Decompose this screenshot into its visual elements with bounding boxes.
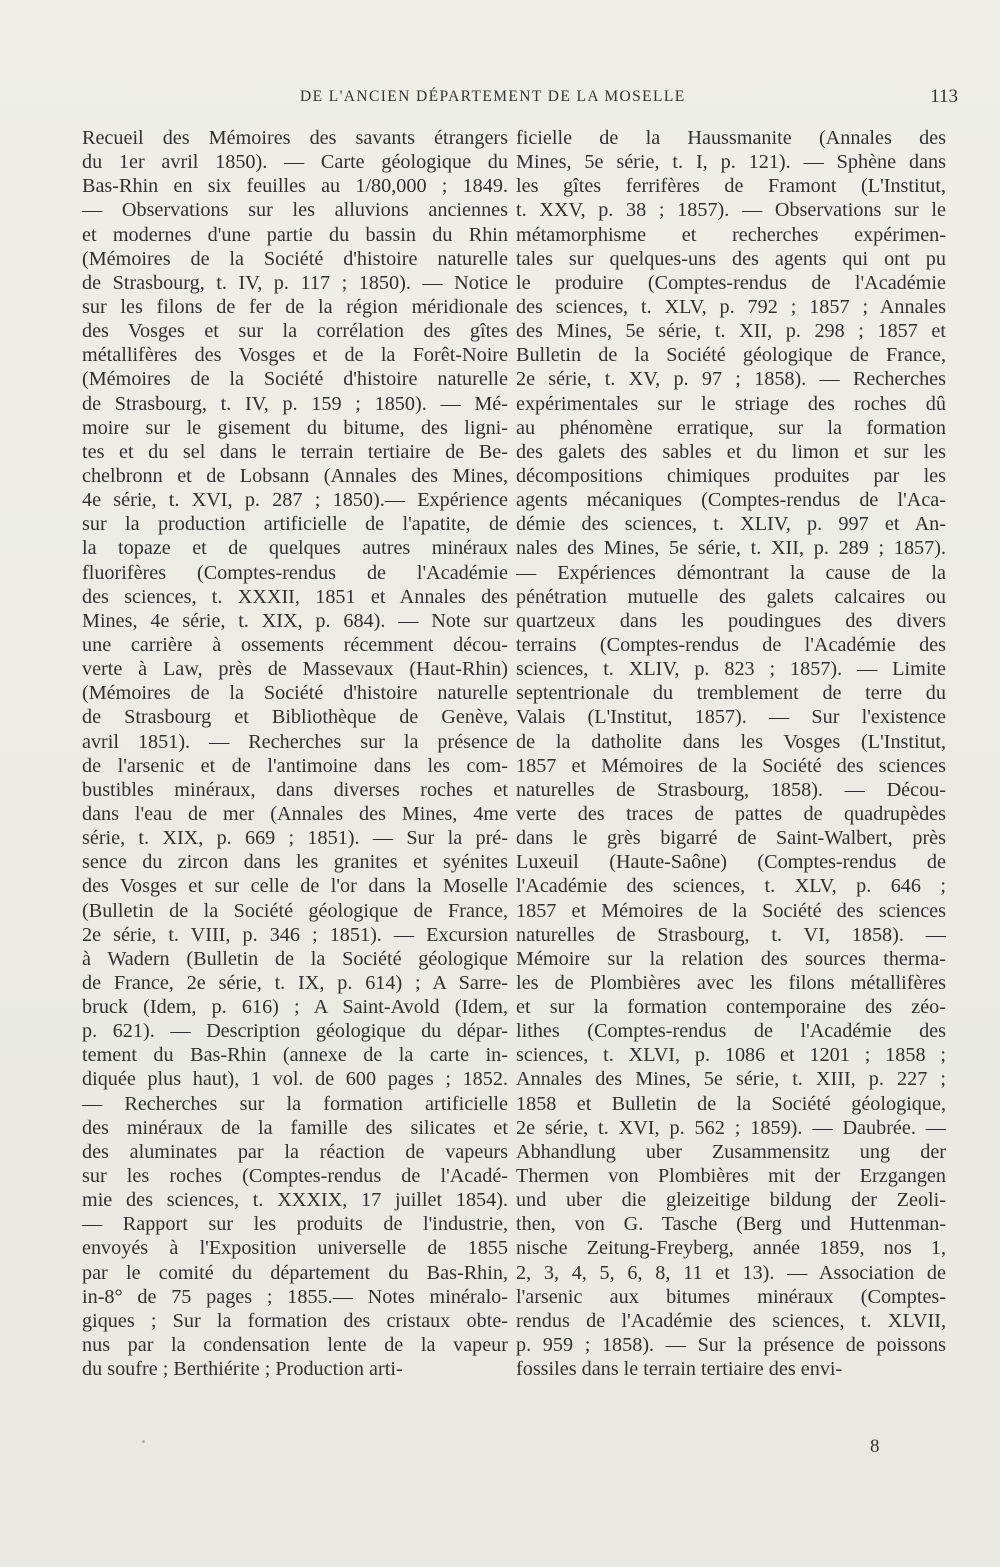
text-line: tement du Bas-Rhin (annexe de la carte in- <box>82 1044 508 1067</box>
text-line: la topaze et de quelques autres minéraux <box>82 537 508 560</box>
text-line: sur les filons de fer de la région méridionale <box>82 295 508 318</box>
text-line: pénétration mutuelle des galets calcaires ou <box>516 585 946 608</box>
text-line: des galets des sables et du limon et sur les <box>516 440 946 463</box>
text-line: naturelles de Strasbourg, t. VI, 1858). — <box>516 923 946 946</box>
text-line: l'Académie des sciences, t. XLV, p. 646 ; <box>516 875 946 898</box>
text-line: — Observations sur les alluvions anciennes <box>82 199 508 222</box>
text-line: les gîtes ferrifères de Framont (L'Institut, <box>516 175 946 198</box>
text-line: Mines, 5e série, t. I, p. 121). — Sphène dans <box>516 151 946 174</box>
text-line: des Vosges et sur celle de l'or dans la Moselle <box>82 875 508 898</box>
text-line: 1858 et Bulletin de la Société géologique, <box>516 1092 946 1115</box>
text-line: 2e série, t. XV, p. 97 ; 1858). — Recherches <box>516 368 946 391</box>
text-line: 1857 et Mémoires de la Société des sciences <box>516 754 946 777</box>
text-line: septentrionale du tremblement de terre du <box>516 682 946 705</box>
text-line: chelbronn et de Lobsann (Annales des Mines, <box>82 464 508 487</box>
text-column-left <box>82 126 508 1381</box>
text-line: then, von G. Tasche (Berg und Huttenman- <box>516 1213 946 1236</box>
text-column-right <box>516 126 946 1381</box>
text-line: le produire (Comptes-rendus de l'Académie <box>516 271 946 294</box>
text-line: et modernes d'une partie du bassin du Rhin <box>82 223 508 246</box>
page-number: 113 <box>930 86 958 107</box>
text-line: fossiles dans le terrain tertiaire des envi- <box>516 1358 843 1381</box>
text-line: de l'arsenic et de l'antimoine dans les com- <box>82 754 508 777</box>
text-line: moire sur le gisement du bitume, des ligni- <box>82 416 508 439</box>
text-line: diquée plus haut), 1 vol. de 600 pages ; 1852. <box>82 1068 508 1091</box>
text-line: ficielle de la Haussmanite (Annales des <box>516 127 946 149</box>
text-line: l'arsenic aux bitumes minéraux (Comptes- <box>516 1285 946 1308</box>
text-line: Valais (L'Institut, 1857). — Sur l'existence <box>516 706 946 729</box>
text-line: tales sur quelques-uns des agents qui ont pu <box>516 247 946 270</box>
text-line: nus par la condensation lente de la vapeur <box>82 1334 508 1357</box>
text-line: fluorifères (Comptes-rendus de l'Académie <box>82 561 508 584</box>
text-line: à Wadern (Bulletin de la Société géologique <box>82 947 508 970</box>
text-line: (Mémoires de la Société d'histoire naturelle <box>82 682 508 705</box>
text-line: et sur la formation contemporaine des zéo- <box>516 996 946 1019</box>
text-line: décompositions chimiques produites par les <box>516 464 946 487</box>
text-line: des Vosges et sur la corrélation des gîtes <box>82 320 508 343</box>
text-line: avril 1851). — Recherches sur la présence <box>82 730 508 753</box>
text-line: métallifères des Vosges et de la Forêt-Noire <box>82 344 508 367</box>
text-line: (Mémoires de la Société d'histoire naturelle <box>82 247 508 270</box>
text-line: dans l'eau de mer (Annales des Mines, 4me <box>82 802 508 825</box>
text-line: Mémoire sur la relation des sources therma- <box>516 947 946 970</box>
text-line: des minéraux de la famille des silicates et <box>82 1116 508 1139</box>
text-line: Bulletin de la Société géologique de France, <box>516 344 946 367</box>
text-line: rendus de l'Académie des sciences, t. XLVII, <box>516 1309 946 1332</box>
running-head: DE L'ANCIEN DÉPARTEMENT DE LA MOSELLE <box>300 88 686 105</box>
text-line: du 1er avril 1850). — Carte géologique du <box>82 151 508 174</box>
text-line: sence du zircon dans les granites et syénites <box>82 851 508 874</box>
text-line: tes et du sel dans le terrain tertiaire de Be- <box>82 440 508 463</box>
text-line: t. XXV, p. 38 ; 1857). — Observations sur le <box>516 199 946 222</box>
text-line: mie des sciences, t. XXXIX, 17 juillet 1854). <box>82 1189 508 1212</box>
text-line: (Mémoires de la Société d'histoire naturelle <box>82 368 508 391</box>
text-line: du soufre ; Berthiérite ; Production arti- <box>82 1358 403 1381</box>
text-line: Mines, 4e série, t. XIX, p. 684). — Note sur <box>82 609 508 632</box>
text-line: verte à Law, près de Massevaux (Haut-Rhin) <box>82 658 508 681</box>
text-line: sur la production artificielle de l'apatite, de <box>82 513 508 536</box>
text-line: série, t. XIX, p. 669 ; 1851). — Sur la pré- <box>82 827 508 850</box>
text-line: (Bulletin de la Société géologique de France, <box>82 899 508 922</box>
signature-mark: 8 <box>870 1436 880 1457</box>
text-line: nales des Mines, 5e série, t. XII, p. 289 ; 1857). <box>516 537 946 560</box>
text-line: de la datholite dans les Vosges (L'Institut, <box>516 730 946 753</box>
text-line: — Rapport sur les produits de l'industrie, <box>82 1213 508 1236</box>
text-line: lithes (Comptes-rendus de l'Académie des <box>516 1020 946 1043</box>
text-line: 1857 et Mémoires de la Société des sciences <box>516 899 946 922</box>
text-line: verte des traces de pattes de quadrupèdes <box>516 802 946 825</box>
text-line: dans le grès bigarré de Saint-Walbert, près <box>516 827 946 850</box>
text-line: sciences, t. XLIV, p. 823 ; 1857). — Limite <box>516 658 946 681</box>
text-line: — Recherches sur la formation artificielle <box>82 1092 508 1115</box>
text-line: démie des sciences, t. XLIV, p. 997 et An- <box>516 513 946 536</box>
text-line: 2e série, t. XVI, p. 562 ; 1859). — Daubrée. — <box>516 1116 946 1139</box>
paper-speck <box>142 1440 145 1443</box>
text-line: 4e série, t. XVI, p. 287 ; 1850).— Expérience <box>82 489 508 512</box>
text-line: Abhandlung uber Zusammensitz ung der <box>516 1140 946 1163</box>
text-line: expérimentales sur le striage des roches dû <box>516 392 946 415</box>
text-line: Thermen von Plombières mit der Erzgangen <box>516 1165 946 1188</box>
text-line: des sciences, t. XLV, p. 792 ; 1857 ; Annales <box>516 295 946 318</box>
text-line: — Expériences démontrant la cause de la <box>516 561 946 584</box>
text-line: quartzeux dans les poudingues des divers <box>516 609 946 632</box>
text-line: envoyés à l'Exposition universelle de 1855 <box>82 1237 508 1260</box>
text-line: une carrière à ossements récemment décou- <box>82 633 508 656</box>
text-line: des aluminates par la réaction de vapeurs <box>82 1140 508 1163</box>
text-line: und uber die gleizeitige bildung der Zeoli- <box>516 1189 946 1212</box>
text-line: les de Plombières avec les filons métallifères <box>516 971 946 994</box>
text-line: des Mines, 5e série, t. XII, p. 298 ; 1857 et <box>516 320 946 343</box>
text-line: Luxeuil (Haute-Saône) (Comptes-rendus de <box>516 851 946 874</box>
text-line: Annales des Mines, 5e série, t. XIII, p. 227 ; <box>516 1068 946 1091</box>
text-line: p. 959 ; 1858). — Sur la présence de poissons <box>516 1334 946 1357</box>
text-line: sciences, t. XLVI, p. 1086 et 1201 ; 1858 ; <box>516 1044 946 1067</box>
text-line: de Strasbourg, t. IV, p. 117 ; 1850). — Notice <box>82 271 508 294</box>
text-line: terrains (Comptes-rendus de l'Académie des <box>516 633 946 656</box>
text-line: sur les roches (Comptes-rendus de l'Acadé- <box>82 1165 508 1188</box>
text-line: de Strasbourg, t. IV, p. 159 ; 1850). — Mé- <box>82 392 508 415</box>
text-line: de Strasbourg et Bibliothèque de Genève, <box>82 706 508 729</box>
text-line: naturelles de Strasbourg, 1858). — Décou- <box>516 778 946 801</box>
text-line: giques ; Sur la formation des cristaux obte- <box>82 1309 508 1332</box>
text-line: métamorphisme et recherches expérimen- <box>516 223 946 246</box>
text-line: bustibles minéraux, dans diverses roches et <box>82 778 508 801</box>
text-line: des sciences, t. XXXII, 1851 et Annales des <box>82 585 508 608</box>
text-line: 2, 3, 4, 5, 6, 8, 11 et 13). — Association de <box>516 1261 946 1284</box>
text-line: p. 621). — Description géologique du dépar- <box>82 1020 508 1043</box>
text-line: par le comité du département du Bas-Rhin, <box>82 1261 508 1284</box>
text-line: in-8° de 75 pages ; 1855.— Notes minéralo- <box>82 1285 508 1308</box>
text-line: au phénomène erratique, sur la formation <box>516 416 946 439</box>
text-line: 2e série, t. VIII, p. 346 ; 1851). — Excursion <box>82 923 508 946</box>
text-line: Bas-Rhin en six feuilles au 1/80,000 ; 1849. <box>82 175 508 198</box>
text-line: agents mécaniques (Comptes-rendus de l'Aca- <box>516 489 946 512</box>
text-line: Recueil des Mémoires des savants étrangers <box>82 127 508 149</box>
text-line: bruck (Idem, p. 616) ; A Saint-Avold (Idem, <box>82 996 508 1019</box>
text-line: de France, 2e série, t. IX, p. 614) ; A Sarre- <box>82 971 508 994</box>
text-line: nische Zeitung-Freyberg, année 1859, nos 1, <box>516 1237 946 1260</box>
